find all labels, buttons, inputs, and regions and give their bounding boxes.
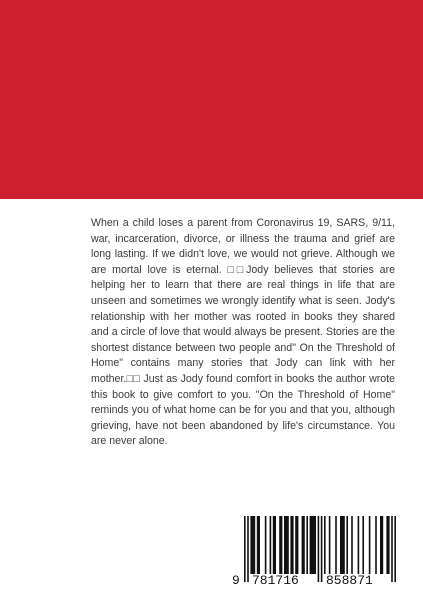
barcode-bar	[394, 516, 396, 582]
barcode-bar	[321, 516, 323, 582]
barcode-digits-left: 781716	[252, 573, 299, 588]
barcode-bar	[247, 516, 249, 582]
barcode-bar	[369, 516, 371, 574]
barcode-bar	[244, 516, 246, 582]
barcode-digits-right: 858871	[326, 573, 373, 588]
barcode-digit-first: 9	[232, 573, 240, 588]
isbn-barcode	[230, 512, 400, 588]
barcode-bar	[284, 516, 289, 574]
barcode-bar	[273, 516, 276, 574]
barcode-bar	[358, 516, 360, 574]
barcode-bar	[302, 516, 305, 574]
barcode-bar	[295, 516, 298, 574]
barcode-bar	[250, 516, 255, 574]
back-cover-blurb: When a child loses a parent from Coronavirus 19, SARS, 9/11, war, incarceration, divorce, or illness the trauma and grief are long lasting. If we didn't love, we would not grieve. Although we are mortal love is eternal. □□Jody believes that stories are helping her to learn that there are real things in life that are unseen and sometimes we wrongly identify what is seen. Jody's relationship with her mother was rooted in books they shared and a circle of love that would always be present. Stories are the shortest distance between two people and" On the Threshold of Home" contains many stories that Jody can link with her mother.□□ Just as Jody found comfort in books the author wrote this book to give comfort to you. "On the Threshold of Home" reminds you of what home can be for you and that you, although grieving, have not been abandoned by life's circumstance. You are never alone.	[91, 217, 395, 448]
barcode-bar	[279, 516, 282, 574]
barcode-bar	[391, 516, 393, 582]
barcode-bar	[351, 516, 353, 574]
barcode-bar	[329, 516, 331, 574]
barcode-bar	[318, 516, 320, 582]
barcode-bar	[290, 516, 293, 574]
barcode-bar	[386, 516, 389, 574]
barcode-bar	[362, 516, 364, 574]
barcode-bar	[265, 516, 267, 574]
barcode-bar	[375, 516, 377, 574]
barcode-bar	[380, 516, 383, 574]
red-color-band	[0, 0, 423, 199]
barcode-bar	[346, 516, 348, 574]
barcode-bar	[270, 516, 272, 574]
barcode-bar	[340, 516, 345, 574]
barcode-bar	[306, 516, 308, 574]
barcode-bar	[310, 516, 316, 574]
barcode-bar	[257, 516, 260, 574]
barcode-bar	[324, 516, 326, 574]
barcode-bar	[335, 516, 337, 574]
